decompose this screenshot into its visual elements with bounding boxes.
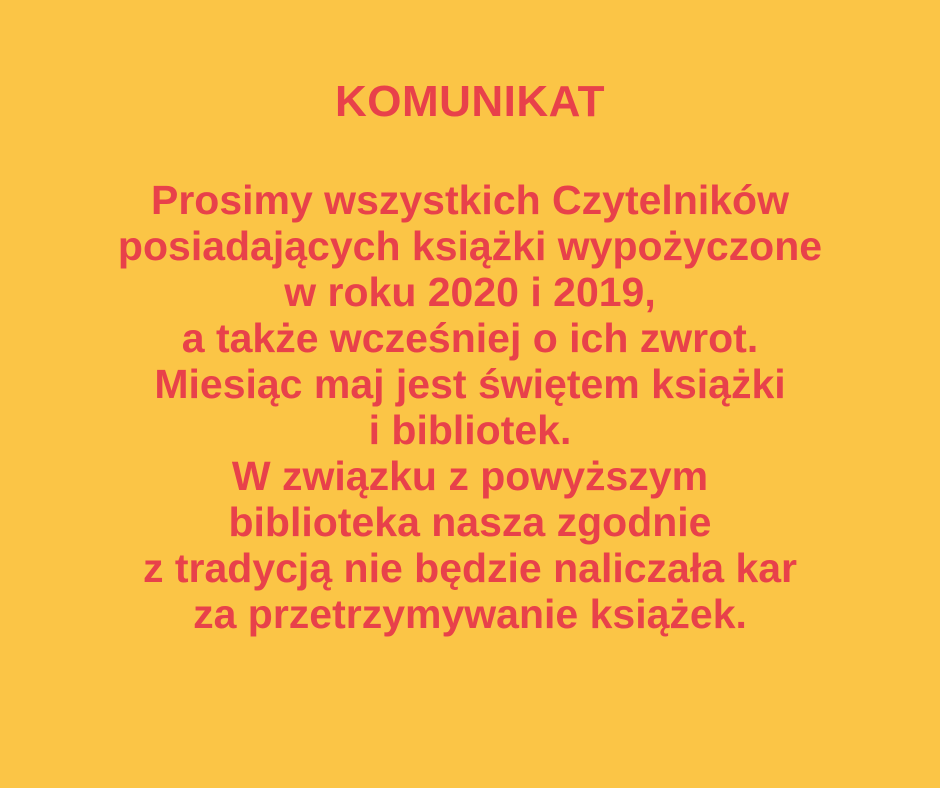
announcement-line: Miesiąc maj jest świętem książki: [154, 361, 786, 408]
announcement-text: [20, 178, 920, 637]
announcement-line: a także wcześniej o ich zwrot.: [181, 315, 759, 362]
announcement-line: za przetrzymywanie książek.: [193, 590, 747, 637]
announcement-line: i bibliotek.: [368, 406, 572, 453]
page-title: KOMUNIKAT: [334, 77, 606, 126]
announcement-line: z tradycją nie będzie naliczała kar: [142, 544, 798, 591]
announcement-line: W związku z powyższym: [231, 452, 709, 499]
announcement-line: biblioteka nasza zgodnie: [228, 498, 712, 545]
announcement-line: posiadających książki wypożyczone: [117, 223, 823, 270]
announcement-line: w roku 2020 i 2019,: [284, 269, 656, 316]
announcement-line: Prosimy wszystkich Czytelników: [150, 177, 789, 224]
